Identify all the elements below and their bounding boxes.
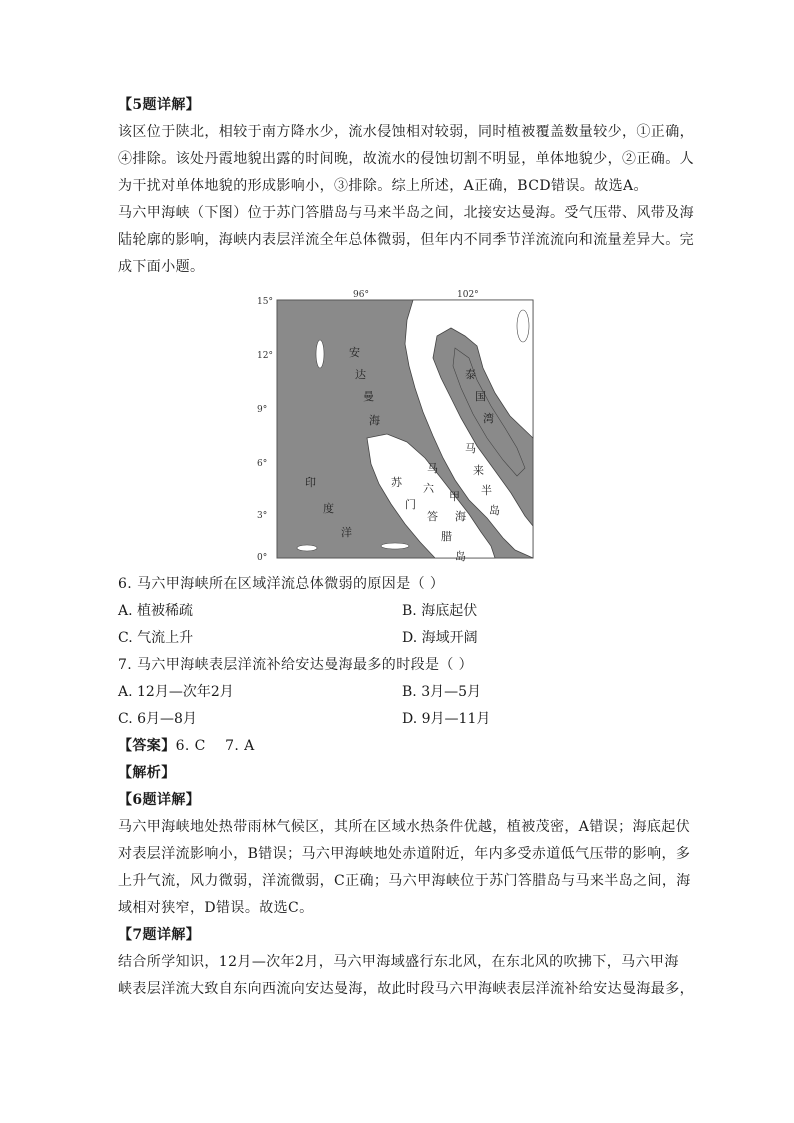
q6-detail-line-4: 域相对狭窄，D错误。故选C。 (118, 900, 314, 916)
q6-option-a[interactable]: A. 植被稀疏 (118, 603, 194, 619)
q6-detail-line-1: 马六甲海峡地处热带雨林气候区，其所在区域水热条件优越，植被茂密，A错误；海底起伏 (118, 819, 691, 835)
label-indian-1: 印 (305, 476, 316, 489)
q5-line-2: ④排除。该处丹霞地貌出露的时间晚，故流水的侵蚀切割不明显，单体地貌少，②正确。人 (118, 151, 694, 167)
label-thailand-3: 湾 (483, 412, 494, 425)
q7-option-a[interactable]: A. 12月—次年2月 (118, 684, 234, 700)
lat-label-6: 6° (257, 459, 268, 469)
label-sumatra-2: 门 (405, 498, 416, 511)
lon-label-96: 96° (353, 290, 369, 300)
label-thailand-1: 泰 (465, 368, 476, 381)
q7-option-c[interactable]: C. 6月—8月 (118, 711, 197, 727)
label-andaman-2: 达 (355, 368, 366, 381)
q6-option-c[interactable]: C. 气流上升 (118, 630, 194, 646)
label-malay-3: 半 (481, 484, 492, 497)
q5-line-1: 该区位于陕北，相较于南方降水少，流水侵蚀相对较弱，同时植被覆盖数量较少，①正确， (118, 124, 694, 140)
q7-detail-line-1: 结合所学知识，12月—次年2月，马六甲海域盛行东北风，在东北风的吹拂下，马六甲海 (118, 954, 679, 970)
small-island (381, 543, 409, 549)
q7-option-d[interactable]: D. 9月—11月 (402, 711, 491, 727)
q5-line-3: 为干扰对单体地貌的形成影响小，③排除。综上所述，A正确，BCD错误。故选A。 (118, 178, 648, 194)
label-sumatra-3: 答 (427, 510, 438, 523)
q6-detail-line-2: 对表层洋流影响小，B错误；马六甲海峡地处赤道附近，年内多受赤道低气压带的影响，多 (118, 846, 691, 862)
label-sumatra-4: 腊 (441, 530, 452, 543)
label-thailand-2: 国 (475, 390, 486, 403)
q5-detail-header: 【5题详解】 (118, 97, 201, 113)
q6-option-d[interactable]: D. 海域开阔 (402, 630, 478, 646)
answer-line (118, 736, 688, 756)
small-island (297, 545, 317, 551)
label-malacca-2: 六 (423, 482, 434, 495)
map-svg (255, 288, 535, 563)
answer-label: 【答案】 (118, 738, 176, 754)
andaman-island (316, 340, 324, 368)
q6-stem: 6. 马六甲海峡所在区域洋流总体微弱的原因是（ ） (118, 576, 445, 592)
label-malacca-1: 马 (427, 462, 438, 475)
lat-label-15: 15° (257, 297, 273, 307)
q6-option-b[interactable]: B. 海底起伏 (402, 603, 478, 619)
label-malay-1: 马 (465, 442, 476, 455)
label-andaman-4: 海 (369, 414, 380, 427)
label-indian-3: 洋 (341, 526, 352, 539)
q6-detail-line-3: 上升气流，风力微弱，洋流微弱，C正确；马六甲海峡位于苏门答腊岛与马来半岛之间，海 (118, 873, 691, 889)
intro-line-3: 成下面小题。 (118, 259, 205, 275)
label-malay-2: 来 (473, 464, 484, 477)
label-andaman-1: 安 (349, 346, 360, 359)
answer-text: 6. C 7. A (175, 738, 255, 754)
analysis-label: 【解析】 (118, 765, 176, 781)
intro-line-2: 陆轮廓的影响，海峡内表层洋流全年总体微弱，但年内不同季节洋流流向和流量差异大。完 (118, 232, 694, 248)
lat-label-12: 12° (257, 351, 273, 361)
label-malacca-3: 甲 (449, 490, 460, 503)
label-sumatra-1: 苏 (391, 476, 402, 489)
lat-label-0: 0° (257, 553, 268, 563)
lon-label-102: 102° (457, 290, 479, 300)
label-malacca-4: 海 (455, 510, 466, 523)
lat-label-9: 9° (257, 405, 268, 415)
q7-stem: 7. 马六甲海峡表层洋流补给安达曼海最多的时段是（ ） (118, 657, 474, 673)
intro-line-1: 马六甲海峡（下图）位于苏门答腊岛与马来半岛之间，北接安达曼海。受气压带、风带及海 (118, 205, 694, 221)
label-andaman-3: 曼 (363, 390, 374, 403)
q7-option-b[interactable]: B. 3月—5月 (402, 684, 482, 700)
malacca-strait-map (255, 288, 535, 563)
q7-detail-header: 【7题详解】 (118, 927, 201, 943)
q7-detail-line-2: 峡表层洋流大致自东向西流向安达曼海，故此时段马六甲海峡表层洋流补给安达曼海最多， (118, 981, 694, 997)
label-indian-2: 度 (323, 502, 334, 515)
q6-detail-header: 【6题详解】 (118, 792, 201, 808)
lat-label-3: 3° (257, 511, 268, 521)
label-malay-4: 岛 (489, 504, 500, 517)
label-sumatra-5: 岛 (455, 550, 466, 563)
coast-detail (517, 310, 529, 342)
